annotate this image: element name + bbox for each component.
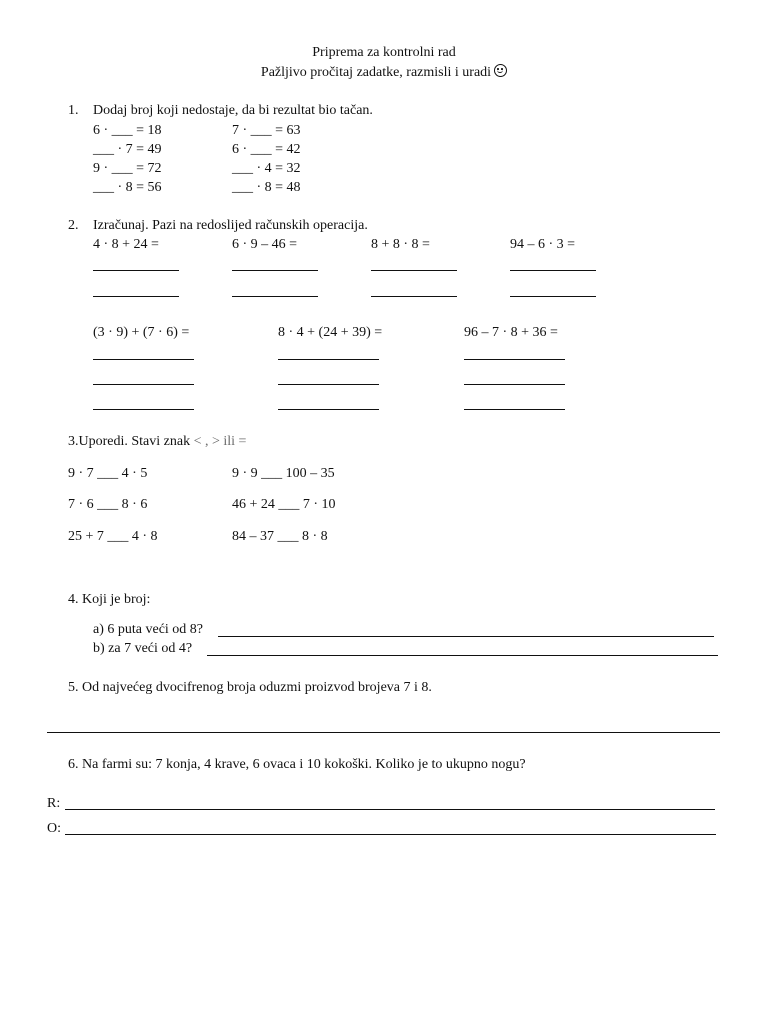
smiley-icon (494, 64, 507, 77)
task1-col2-item: ___ · 4 = 32 (232, 161, 301, 176)
task2-expression: 96 – 7 · 8 + 36 = (464, 325, 558, 340)
answer-line[interactable] (218, 636, 714, 637)
task2-expression: 94 – 6 · 3 = (510, 237, 576, 252)
answer-line[interactable] (93, 270, 179, 271)
answer-line[interactable] (510, 296, 596, 297)
answer-line[interactable] (47, 732, 720, 733)
task2-expression: (3 · 9) + (7 · 6) = (93, 325, 190, 340)
page-title: Priprema za kontrolni rad (312, 45, 456, 60)
answer-line[interactable] (232, 270, 318, 271)
task3-heading (68, 434, 246, 450)
task1-instruction: Dodaj broj koji nedostaje, da bi rezultat bio tačan. (93, 103, 373, 118)
answer-line[interactable] (93, 384, 194, 385)
task1-col2-item: 6 · ___ = 42 (232, 142, 301, 157)
task2-expression: 8 + 8 · 8 = (371, 237, 430, 252)
compare-item: 46 + 24 ___ 7 · 10 (232, 497, 336, 512)
task2-number: 2. (68, 218, 79, 233)
task3-number: 3. (68, 434, 79, 449)
answer-line[interactable] (278, 384, 379, 385)
task4-question-a: a) 6 puta veći od 8? (93, 622, 204, 637)
compare-item: 9 · 9 ___ 100 – 35 (232, 466, 335, 481)
task1-col2-item: 7 · ___ = 63 (232, 123, 301, 138)
answer-line[interactable] (207, 655, 718, 656)
answer-line[interactable] (93, 296, 179, 297)
task1-number: 1. (68, 103, 79, 118)
answer-line[interactable] (464, 384, 565, 385)
task6-number: 6. (68, 757, 79, 772)
task4-instruction: Koji je broj: (82, 592, 151, 607)
task4-number: 4. (68, 592, 79, 607)
task4-question-b: b) za 7 veći od 4? (93, 641, 193, 656)
answer-line[interactable] (371, 270, 457, 271)
answer-line[interactable] (232, 296, 318, 297)
task1-col1-item: ___ · 7 = 49 (93, 142, 162, 157)
task3-instruction: Uporedi. Stavi znak (78, 434, 191, 449)
answer-line[interactable] (278, 359, 379, 360)
answer-line[interactable] (510, 270, 596, 271)
answer-label: O: (47, 821, 61, 836)
task2-expression: 8 · 4 + (24 + 39) = (278, 325, 383, 340)
task1-col1-item: ___ · 8 = 56 (93, 180, 162, 195)
answer-line[interactable] (278, 409, 379, 410)
task2-instruction: Izračunaj. Pazi na redoslijed računskih operacija. (93, 218, 368, 233)
solution-label: R: (47, 796, 61, 811)
task1-col2-item: ___ · 8 = 48 (232, 180, 301, 195)
task5-instruction: Od najvećeg dvocifrenog broja oduzmi proizvod brojeva 7 i 8. (82, 680, 432, 695)
compare-item: 7 · 6 ___ 8 · 6 (68, 497, 148, 512)
compare-item: 9 · 7 ___ 4 · 5 (68, 466, 148, 481)
answer-line[interactable] (371, 296, 457, 297)
task2-expression: 4 · 8 + 24 = (93, 237, 159, 252)
answer-line[interactable] (464, 359, 565, 360)
task2-expression: 6 · 9 – 46 = (232, 237, 298, 252)
solution-line[interactable] (65, 809, 715, 810)
page-subtitle (0, 64, 768, 81)
task1-col1-item: 9 · ___ = 72 (93, 161, 162, 176)
task5-number: 5. (68, 680, 79, 695)
task6-heading (68, 757, 526, 773)
subtitle-text: Pažljivo pročitaj zadatke, razmisli i uradi (260, 65, 492, 80)
answer-line[interactable] (93, 409, 194, 410)
answer-line[interactable] (65, 834, 716, 835)
task6-instruction: Na farmi su: 7 konja, 4 krave, 6 ovaca i 10 kokoški. Koliko je to ukupno nogu? (82, 757, 526, 772)
task4-heading (68, 592, 150, 608)
answer-line[interactable] (464, 409, 565, 410)
task3-signs: < , > ili = (193, 434, 247, 449)
answer-line[interactable] (93, 359, 194, 360)
compare-item: 84 – 37 ___ 8 · 8 (232, 529, 328, 544)
compare-item: 25 + 7 ___ 4 · 8 (68, 529, 158, 544)
task1-col1-item: 6 · ___ = 18 (93, 123, 162, 138)
task5-heading (68, 680, 432, 696)
